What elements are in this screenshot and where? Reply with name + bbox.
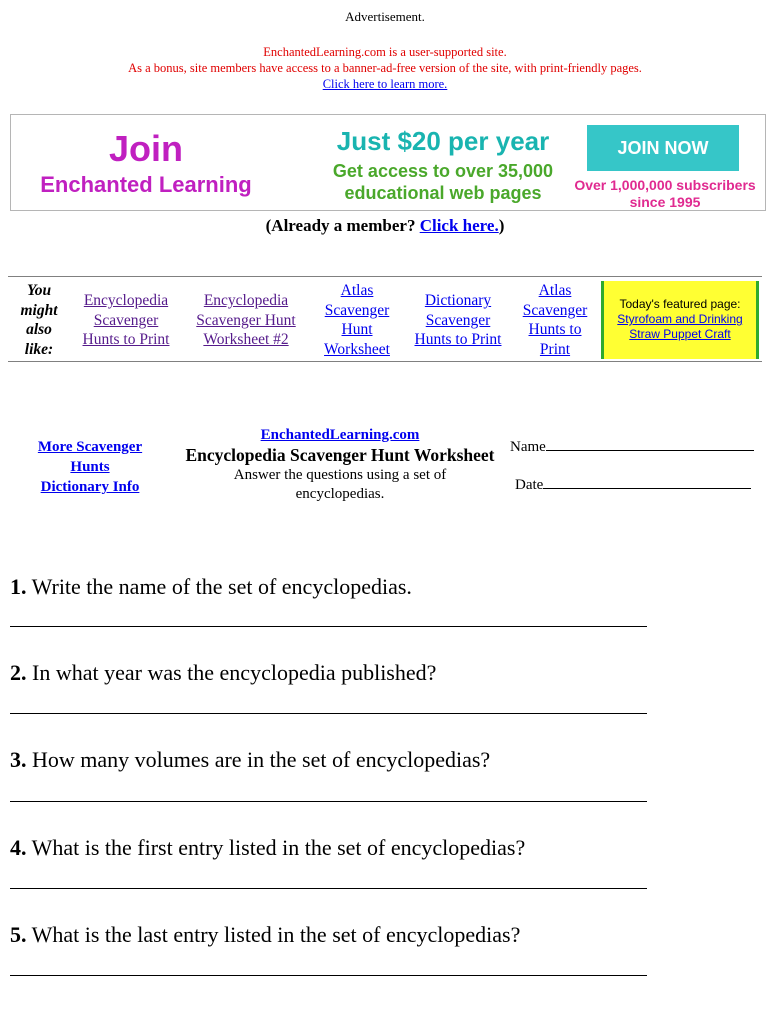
site-home-link[interactable]: EnchantedLearning.com [260,427,420,443]
join-now-button[interactable]: JOIN NOW [587,125,739,171]
question-1 [10,574,412,600]
join-banner[interactable] [10,114,766,211]
join-title: Join [108,128,183,169]
question-2 [10,660,436,686]
link-line: Scavenger [324,301,390,319]
answer-line-2 [10,713,647,714]
label-word: might [20,301,58,319]
member-login-link[interactable]: Click here. [419,216,499,235]
brand-name: Enchanted Learning [40,172,252,197]
related-link-atlas-worksheet[interactable] [314,281,400,359]
related-link-dictionary-hunts[interactable] [406,291,510,350]
join-block [11,129,281,199]
link-line: Scavenger [93,311,159,329]
related-link-atlas-hunts[interactable] [514,281,596,359]
name-label: Name [510,439,546,455]
access-text [293,160,593,204]
date-blank [543,476,751,489]
question-number: 5. [10,922,27,947]
you-might-like-label [8,281,70,359]
answer-line-3 [10,801,647,802]
more-scavenger-hunts-link[interactable] [26,437,154,477]
link-line: Hunts to Print [82,331,170,348]
link-line: Scavenger [425,311,491,329]
question-number: 4. [10,835,27,860]
related-link-encyclopedia-hunts[interactable] [72,291,180,350]
link-line: Atlas [538,282,572,299]
link-line: Worksheet [324,340,390,358]
link-line: Dictionary [424,292,492,309]
worksheet-title: Encyclopedia Scavenger Hunt Worksheet [185,445,495,465]
featured-label: Today's featured page: [619,297,741,311]
name-field [510,438,754,456]
answer-line-1 [10,626,647,627]
question-text: What is the first entry listed in the set of encyclopedias? [26,835,526,860]
name-blank [546,438,754,451]
support-line-1: EnchantedLearning.com is a user-supported site. [263,45,507,59]
support-notice [0,44,770,92]
related-link-encyclopedia-worksheet-2[interactable] [186,291,306,350]
sidebar-links [26,437,154,497]
featured-page-link[interactable] [604,312,756,342]
link-line: Encyclopedia [83,292,169,309]
access-line-1: Get access to over 35,000 [332,161,554,181]
dictionary-info-link[interactable]: Dictionary Info [40,479,140,495]
link-line: Hunt [341,321,373,338]
worksheet-header [170,426,510,504]
support-line-2: As a bonus, site members have access to a banner-ad-free version of the site, with print-friendly pages. [128,61,642,75]
access-line-2: educational web pages [344,183,542,203]
subscribers-line-1: Over 1,000,000 subscribers [574,177,756,193]
question-text: How many volumes are in the set of encyclopedias? [26,747,491,772]
subscribers-text [563,177,767,211]
question-4 [10,835,525,861]
link-line: Hunts to Print [414,331,502,348]
member-prefix: (Already a member? [265,216,420,235]
label-word: You [26,282,52,299]
question-number: 3. [10,747,27,772]
date-label: Date [515,477,544,493]
link-line: Worksheet #2 [203,331,289,348]
date-field [515,476,751,494]
answer-line-4 [10,888,647,889]
you-might-like-bar [8,276,762,362]
member-suffix: ) [498,216,505,235]
answer-line-5 [10,975,647,976]
price-text: Just $20 per year [336,126,550,156]
label-word: like: [24,340,54,358]
featured-page-box [601,281,759,359]
label-word: also [26,321,52,338]
link-line: Atlas [340,282,374,299]
member-login-prompt [0,216,770,236]
worksheet-subtitle: Answer the questions using a set of encyclopedias. [233,467,447,502]
link-line: Encyclopedia [203,292,289,309]
link-line: Scavenger [522,301,588,319]
link-line: Scavenger Hunt [196,311,296,329]
link-line: Print [539,340,571,358]
question-5 [10,922,520,948]
link-line: More Scavenger [37,439,143,455]
question-text: In what year was the encyclopedia published? [26,660,437,685]
question-number: 1. [10,574,27,599]
link-line: Hunts to [528,321,582,338]
question-text: What is the last entry listed in the set of encyclopedias? [26,922,521,947]
learn-more-link[interactable]: Click here to learn more. [322,77,448,91]
question-number: 2. [10,660,27,685]
subscribers-line-2: since 1995 [629,194,701,210]
advertisement-label: Advertisement. [345,9,425,24]
featured-link-line-2: Straw Puppet Craft [629,327,731,341]
price-block [293,125,593,204]
link-line: Hunts [70,459,110,475]
question-3 [10,747,490,773]
question-text: Write the name of the set of encyclopedias. [26,574,412,599]
featured-link-line-1: Styrofoam and Drinking [617,312,743,326]
